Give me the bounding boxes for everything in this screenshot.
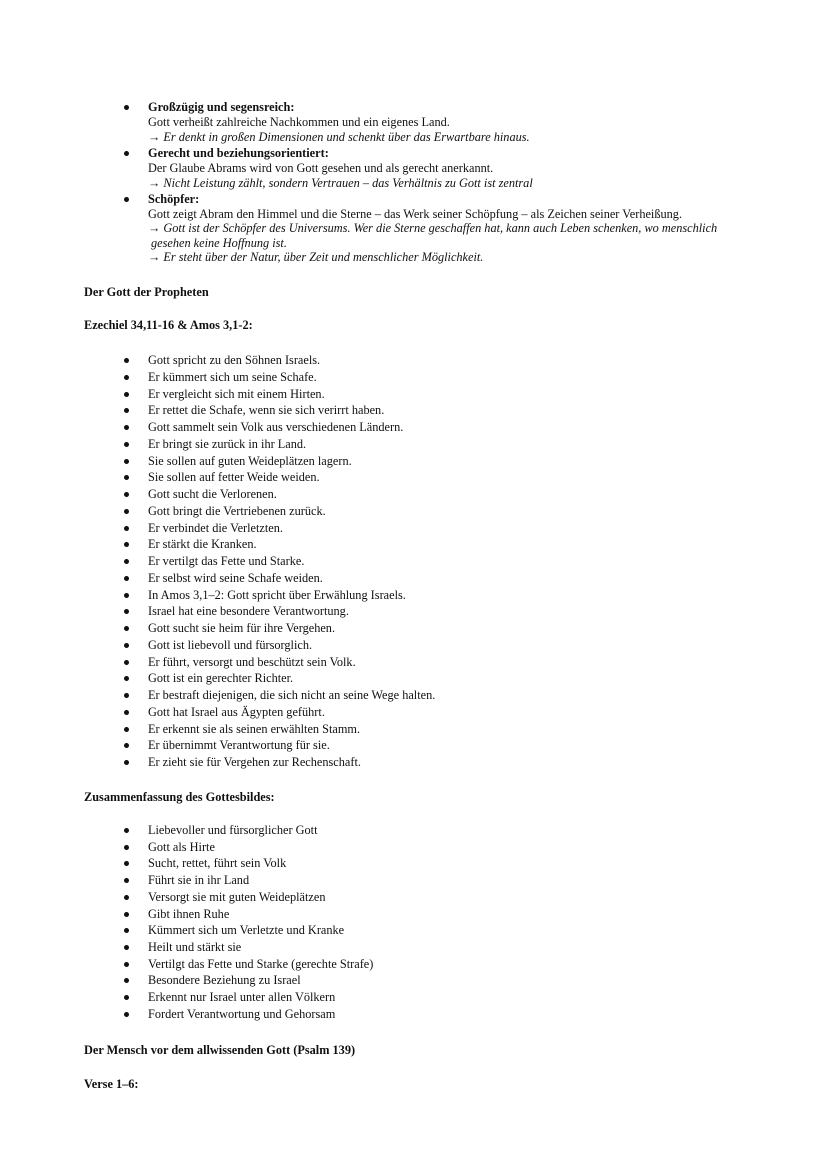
bullet xyxy=(124,962,129,967)
bullet xyxy=(124,676,129,681)
trait-text: Gott zeigt Abram den Himmel und die Sterne – das Werk seiner Schöpfung – als Zeichen seiner Verheißung. xyxy=(148,207,683,221)
list-item: Gott sucht die Verlorenen. xyxy=(148,487,277,501)
trait-text: Gott verheißt zahlreiche Nachkommen und ein eigenes Land. xyxy=(148,115,450,129)
bullet xyxy=(124,576,129,581)
bullet xyxy=(124,978,129,983)
list-item: Er erkennt sie als seinen erwählten Stamm. xyxy=(148,721,361,736)
list-item: Liebevoller und fürsorglicher Gott xyxy=(148,823,318,837)
list-item: Er rettet die Schafe, wenn sie sich verirrt haben. xyxy=(148,403,385,418)
bullet xyxy=(124,727,129,732)
bullet xyxy=(124,593,129,598)
list-item: Führt sie in ihr Land xyxy=(148,873,250,888)
trait-note: → Nicht Leistung zählt, sondern Vertrauen – das Verhältnis zu Gott ist zentral xyxy=(148,176,533,190)
list-item: Gott sucht sie heim für ihre Vergehen. xyxy=(148,621,336,635)
verse-heading: Verse 1–6: xyxy=(84,1077,139,1091)
bullet xyxy=(124,845,129,850)
list-item: Gott sammelt sein Volk aus verschiedenen Ländern. xyxy=(148,420,404,434)
bullet xyxy=(124,828,129,833)
list-item: Er übernimmt Verantwortung für sie. xyxy=(148,738,330,753)
section-heading: Der Mensch vor dem allwissenden Gott (Psalm 139) xyxy=(84,1043,356,1057)
bullet xyxy=(124,1012,129,1017)
list-item: Er vergleicht sich mit einem Hirten. xyxy=(148,386,325,401)
bullet xyxy=(124,760,129,765)
list-item: Er selbst wird seine Schafe weiden. xyxy=(148,570,323,585)
section-heading: Zusammenfassung des Gottesbildes: xyxy=(84,790,275,804)
bullet xyxy=(124,643,129,648)
bullet xyxy=(124,928,129,933)
bullet xyxy=(124,878,129,883)
bullet xyxy=(124,945,129,950)
list-item: Vertilgt das Fette und Starke (gerechte Strafe) xyxy=(148,956,374,971)
bullet xyxy=(124,861,129,866)
bullet xyxy=(124,743,129,748)
list-item: Gibt ihnen Ruhe xyxy=(148,906,230,921)
trait-note: gesehen keine Hoffnung ist. xyxy=(151,236,287,250)
list-item: Er führt, versorgt und beschützt sein Volk. xyxy=(148,654,356,669)
bullet xyxy=(124,660,129,665)
list-item: Er verbindet die Verletzten. xyxy=(148,520,283,535)
bullet xyxy=(124,609,129,614)
list-item: Er stärkt die Kranken. xyxy=(148,537,257,552)
bullet xyxy=(124,626,129,631)
trait-title: Schöpfer: xyxy=(148,192,200,206)
bullet xyxy=(124,995,129,1000)
list-item: Israel hat eine besondere Verantwortung. xyxy=(148,604,349,619)
list-item: Gott ist liebevoll und fürsorglich. xyxy=(148,637,313,652)
bullet xyxy=(124,459,129,464)
list-item: Erkennt nur Israel unter allen Völkern xyxy=(148,990,336,1004)
bullet xyxy=(124,425,129,430)
bullet xyxy=(124,895,129,900)
list-item: Er kümmert sich um seine Schafe. xyxy=(148,369,317,384)
bullet xyxy=(124,408,129,413)
bullet xyxy=(124,475,129,480)
bullet xyxy=(124,375,129,380)
bullet xyxy=(124,197,129,202)
bullet xyxy=(124,710,129,715)
bullet xyxy=(124,492,129,497)
trait-note: → Er steht über der Natur, über Zeit und menschlicher Möglichkeit. xyxy=(148,250,484,264)
list-item: Er bestraft diejenigen, die sich nicht an seine Wege halten. xyxy=(148,688,436,702)
bullet xyxy=(124,542,129,547)
trait-title: Gerecht und beziehungsorientiert: xyxy=(148,146,329,160)
list-item: Gott ist ein gerechter Richter. xyxy=(148,671,294,686)
list-item: Gott bringt die Vertriebenen zurück. xyxy=(148,503,326,518)
list-item: Heilt und stärkt sie xyxy=(148,939,242,954)
section-heading: Der Gott der Propheten xyxy=(84,285,209,299)
section-subheading: Ezechiel 34,11-16 & Amos 3,1-2: xyxy=(84,318,253,332)
bullet xyxy=(124,392,129,397)
bullet xyxy=(124,693,129,698)
trait-note: → Gott ist der Schöpfer des Universums. Wer die Sterne geschaffen hat, kann auch Leben schenken, wo menschlich xyxy=(148,221,718,235)
trait-title: Großzügig und segensreich: xyxy=(148,100,295,114)
list-item: Er zieht sie für Vergehen zur Rechenschaft. xyxy=(148,755,361,769)
list-item: Sie sollen auf fetter Weide weiden. xyxy=(148,470,320,485)
trait-note: → Er denkt in großen Dimensionen und schenkt über das Erwartbare hinaus. xyxy=(148,130,530,144)
list-item: Besondere Beziehung zu Israel xyxy=(148,973,301,988)
bullet xyxy=(124,526,129,531)
list-item: Gott hat Israel aus Ägypten geführt. xyxy=(148,704,325,719)
list-item: Gott spricht zu den Söhnen Israels. xyxy=(148,353,321,367)
list-item: Sucht, rettet, führt sein Volk xyxy=(148,856,287,871)
bullet xyxy=(124,151,129,156)
bullet xyxy=(124,509,129,514)
bullet xyxy=(124,912,129,917)
bullet xyxy=(124,559,129,564)
list-item: In Amos 3,1–2: Gott spricht über Erwählung Israels. xyxy=(148,587,406,602)
list-item: Er vertilgt das Fette und Starke. xyxy=(148,554,305,568)
list-item: Sie sollen auf guten Weideplätzen lagern. xyxy=(148,453,352,468)
list-item: Gott als Hirte xyxy=(148,839,215,854)
list-item: Versorgt sie mit guten Weideplätzen xyxy=(148,889,326,904)
trait-text: Der Glaube Abrams wird von Gott gesehen und als gerecht anerkannt. xyxy=(148,161,494,175)
bullet xyxy=(124,442,129,447)
bullet xyxy=(124,358,129,363)
list-item: Er bringt sie zurück in ihr Land. xyxy=(148,436,307,451)
bullet xyxy=(124,105,129,110)
list-item: Fordert Verantwortung und Gehorsam xyxy=(148,1006,336,1021)
list-item: Kümmert sich um Verletzte und Kranke xyxy=(148,923,345,938)
